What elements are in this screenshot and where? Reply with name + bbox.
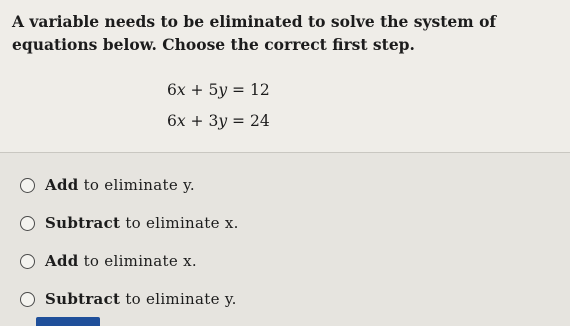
option-label [45, 252, 197, 270]
option-label [45, 176, 195, 194]
variable: y [218, 112, 228, 130]
radio-button[interactable] [20, 254, 35, 269]
option-verb: Add [45, 252, 79, 270]
operator: + [185, 112, 209, 130]
equation-2 [167, 112, 270, 130]
coefficient: 6 [167, 81, 177, 99]
submit-button[interactable] [36, 317, 100, 326]
option-rest: to eliminate y. [78, 176, 195, 194]
coefficient: 5 [208, 81, 219, 99]
constant: 24 [249, 112, 270, 130]
coefficient: 6 [167, 112, 177, 130]
option-add-eliminate-x[interactable] [0, 247, 570, 275]
equation-1 [167, 81, 270, 99]
option-subtract-eliminate-y[interactable] [0, 285, 570, 313]
variable: y [218, 81, 228, 99]
option-add-eliminate-y[interactable] [0, 171, 570, 199]
option-verb: Subtract [45, 290, 121, 308]
radio-button[interactable] [20, 292, 35, 307]
option-subtract-eliminate-x[interactable] [0, 209, 570, 237]
question-panel [0, 0, 570, 152]
variable: x [176, 112, 186, 130]
equals-sign: = [227, 81, 250, 99]
radio-button[interactable] [20, 216, 35, 231]
constant: 12 [249, 81, 270, 99]
coefficient: 3 [208, 112, 219, 130]
option-verb: Subtract [45, 214, 121, 232]
options-panel [0, 153, 570, 326]
option-label [45, 290, 237, 308]
option-rest: to eliminate y. [120, 290, 237, 308]
option-verb: Add [45, 176, 79, 194]
equals-sign: = [227, 112, 250, 130]
option-rest: to eliminate x. [120, 214, 239, 232]
operator: + [185, 81, 209, 99]
question-text: A variable needs to be eliminated to solve the system of equations below. Choose the correct first step. [12, 12, 497, 54]
option-label [45, 214, 239, 232]
variable: x [176, 81, 186, 99]
option-rest: to eliminate x. [78, 252, 197, 270]
radio-button[interactable] [20, 178, 35, 193]
